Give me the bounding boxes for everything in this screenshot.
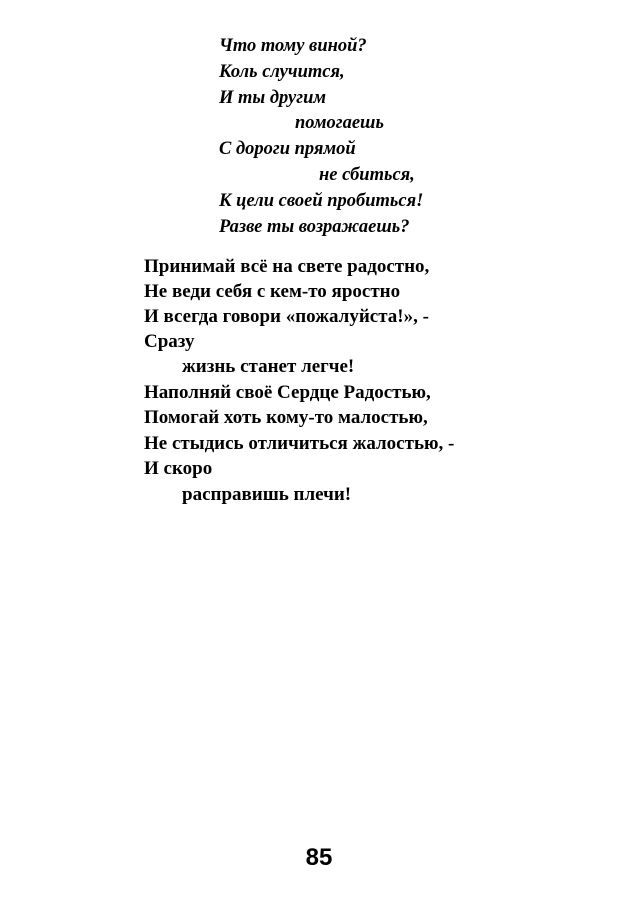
poem-line: Принимай всё на свете радостно,	[144, 256, 430, 277]
poem-line: Что тому виной?	[219, 36, 367, 56]
poem-line: Помогай хоть кому-то малостью,	[144, 407, 428, 428]
poem-line: Разве ты возражаешь?	[219, 217, 410, 237]
poem-line: И ты другим	[219, 88, 327, 108]
page-number: 85	[305, 844, 333, 871]
poem-line: Наполняй своё Сердце Радостью,	[144, 382, 431, 403]
poem-line: Не стыдись отличиться жалостью, -	[144, 433, 455, 454]
poem-line: расправишь плечи!	[182, 484, 352, 505]
poem-line: Не веди себя с кем-то яростно	[144, 281, 401, 302]
poem-line: помогаешь	[295, 113, 384, 133]
poem-line: не сбиться,	[319, 165, 415, 185]
poem-line: И скоро	[144, 458, 213, 479]
poem-line: Коль случится,	[219, 62, 345, 82]
poem-line: К цели своей пробиться!	[219, 191, 424, 211]
poem-line: С дороги прямой	[219, 139, 356, 159]
poem-line: Сразу	[144, 331, 195, 352]
poem-line: И всегда говори «пожалуйста!», -	[144, 306, 429, 327]
poem-line: жизнь станет легче!	[182, 356, 355, 377]
